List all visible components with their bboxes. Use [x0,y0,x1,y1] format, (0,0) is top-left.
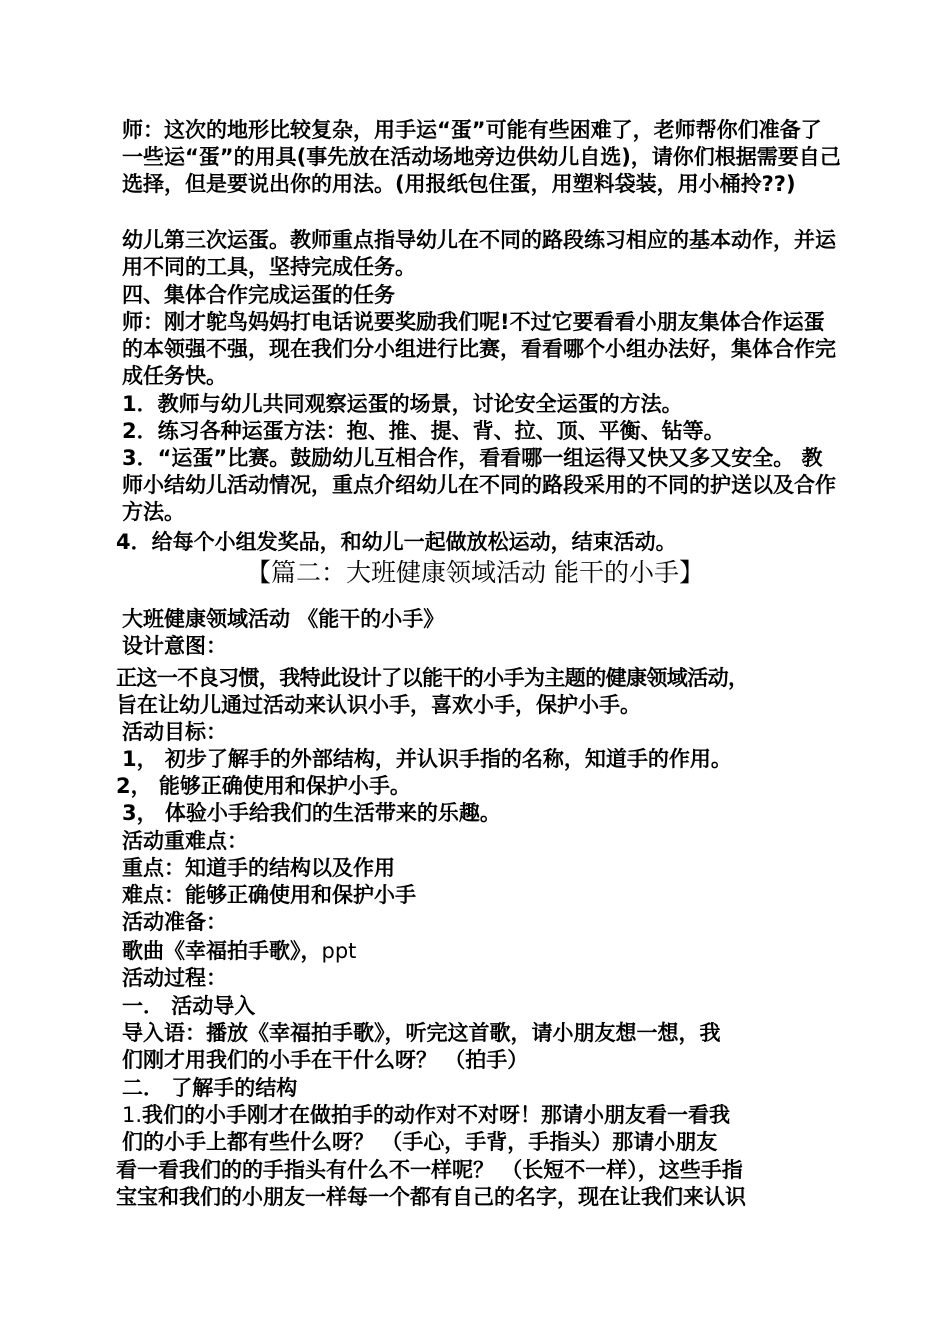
paragraph-teacher-reward: 师：刚才鸵鸟妈妈打电话说要奖励我们呢!不过它要看看小朋友集体合作运蛋的本领强不强，现在我们分小组进行比赛，看看哪个小组办法好，集体合作完成任务快。 [122,310,836,389]
structure-sentence: 我们的小手刚才在做拍手的动作对不对呀！那请小朋友看一看我 [142,1103,731,1127]
goal-2: 2， 能够正确使用和保护小手。 [116,774,411,798]
structure-number: 1. [122,1103,143,1127]
key-points-label: 活动重难点： [122,829,248,853]
goal-3: 3， 体验小手给我们的生活带来的乐趣。 [122,801,501,825]
structure-text-3: 看一看我们的的手指头有什么不一样呢？ （长短不一样），这些手指 [116,1158,743,1182]
list-item-4: 4．给每个小组发奖品，和幼儿一起做放松运动，结束活动。 [116,530,677,554]
paragraph-third-carry: 幼儿第三次运蛋。教师重点指导幼儿在不同的路段练习相应的基本动作，并运用不同的工具，坚持完成任务。 [122,228,836,280]
structure-text-4: 宝宝和我们的小朋友一样每一个都有自己的名字，现在让我们来认识 [116,1185,746,1209]
preparation-text [116,938,356,965]
goal-1: 1， 初步了解手的外部结构，并认识手指的名称，知道手的作用。 [122,747,732,771]
intro-text-2: 们刚才用我们的小手在干什么呀？ （拍手） [122,1048,529,1072]
list-item-1: 1．教师与幼儿共同观察运蛋的场景，讨论安全运蛋的方法。 [122,392,683,416]
difficult-point: 难点：能够正确使用和保护小手 [122,883,416,907]
goals-label: 活动目标： [122,720,227,744]
design-intent-text-2: 旨在让幼儿通过活动来认识小手，喜欢小手，保护小手。 [116,693,641,717]
activity-title: 大班健康领域活动 《能干的小手》 [122,607,445,631]
paragraph-teacher-tools: 师：这次的地形比较复杂，用手运“蛋”可能有些困难了，老师帮你们准备了一些运“蛋”的用具(事先放在活动场地旁边供幼儿自选)，请你们根据需要自己选择，但是要说出你的用法。(用报纸包住蛋，用塑料袋装，用小桶拎??) [122,118,841,197]
list-item-3: 3．“运蛋”比赛。鼓励幼儿互相合作，看看哪一组运得又快又多又安全。 教师小结幼儿活动情况，重点介绍幼儿在不同的路段采用的不同的护送以及合作方法。 [122,446,836,525]
section-heading: 【篇二：大班健康领域活动 能干的小手】 [246,558,704,587]
list-item-2: 2．练习各种运蛋方法：抱、推、提、背、拉、顶、平衡、钻等。 [122,419,725,443]
step-one-title: 一． 活动导入 [122,994,256,1018]
structure-text-1 [116,1102,730,1129]
preparation-label: 活动准备： [122,910,227,934]
step-two-title: 二． 了解手的结构 [122,1076,298,1100]
preparation-song: 歌曲《幸福拍手歌》， [122,939,322,963]
section-title-four: 四、集体合作完成运蛋的任务 [122,283,395,307]
key-point: 重点：知道手的结构以及作用 [122,856,395,880]
design-intent-label: 设计意图： [122,634,227,658]
preparation-ppt: ppt [321,939,357,963]
intro-text-1: 导入语：播放《幸福拍手歌》，听完这首歌，请小朋友想一想，我 [122,1021,721,1045]
design-intent-text-1: 正这一不良习惯，我特此设计了以能干的小手为主题的健康领域活动， [116,666,749,690]
structure-text-2: 们的小手上都有些什么呀？ （手心，手背，手指头）那请小朋友 [122,1130,718,1154]
process-label: 活动过程： [122,966,227,990]
